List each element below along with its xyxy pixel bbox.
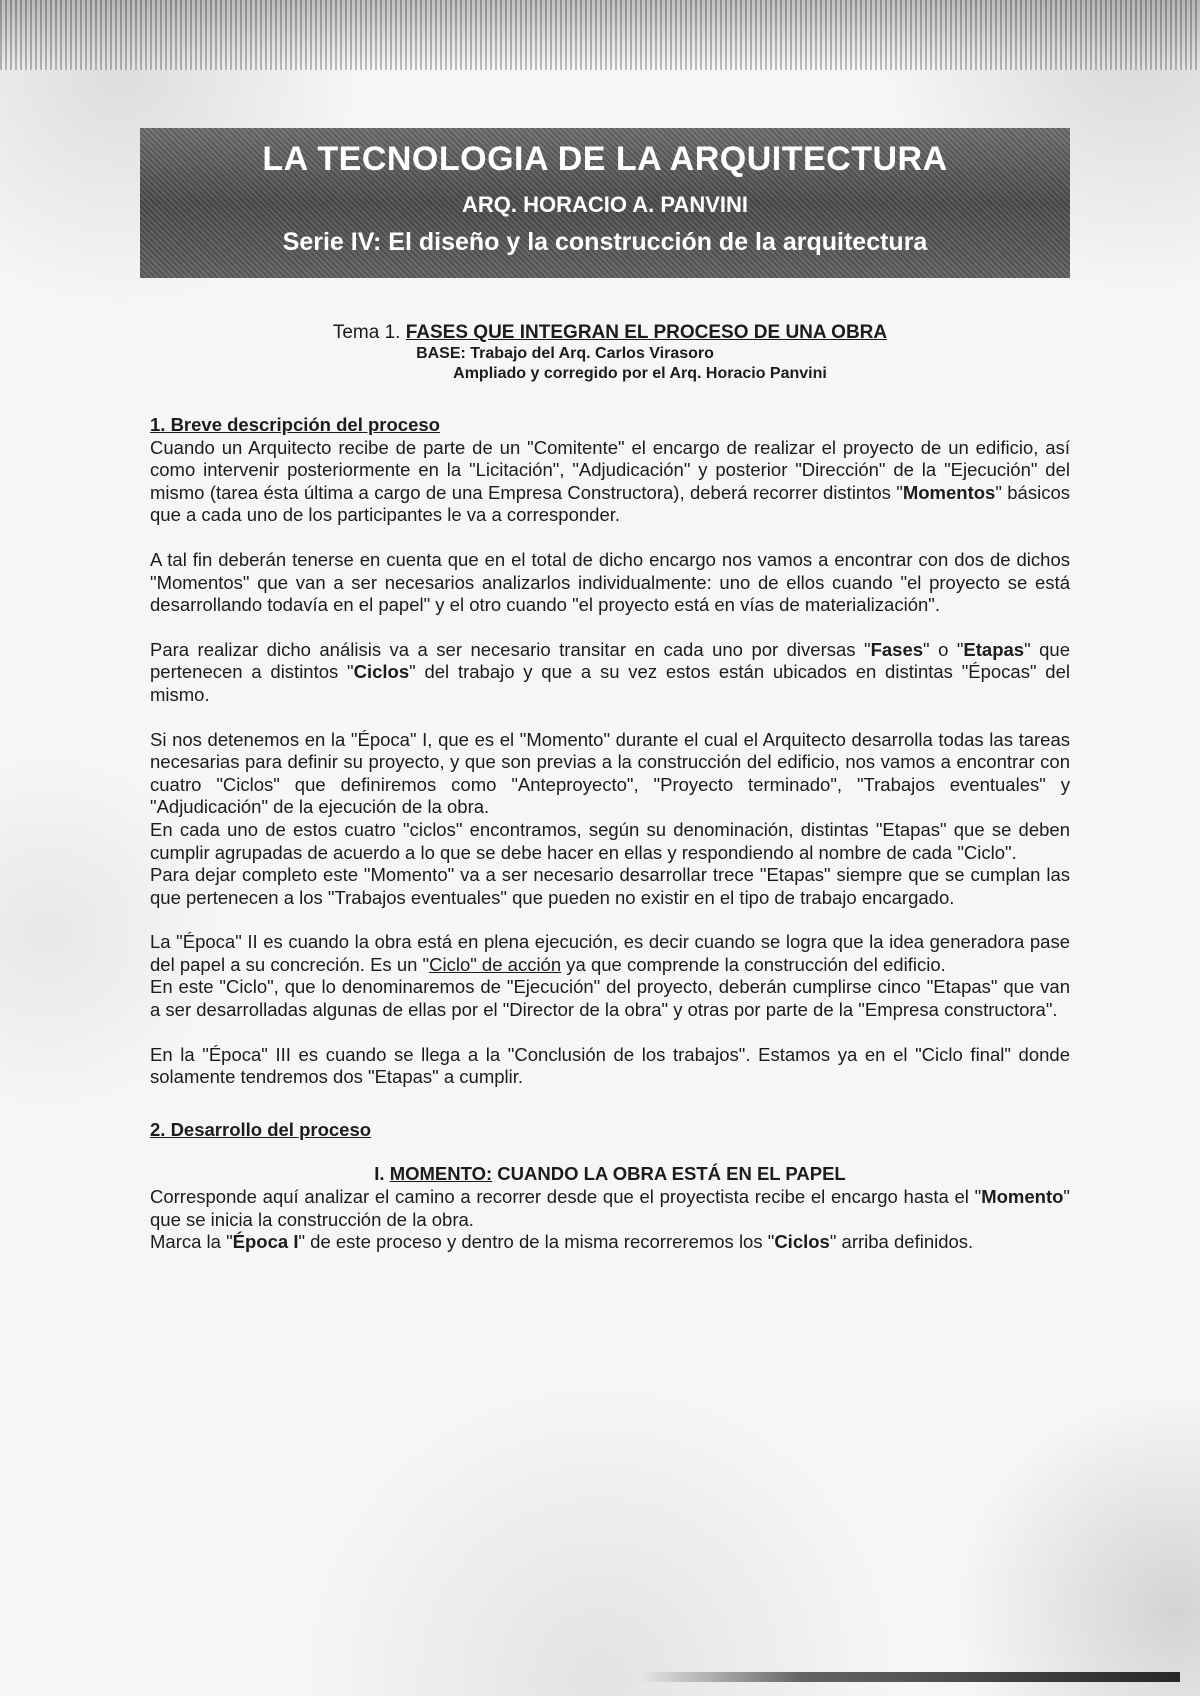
section-2-heading: 2. Desarrollo del proceso [150, 1118, 372, 1140]
paragraph: En cada uno de estos cuatro "ciclos" encontramos, según su denominación, distintas "Etapas" que se deben cumplir agrupadas de acuerdo a lo que se debe hacer en ellas y respondiendo al nombre de cada "Ciclo". [150, 818, 1070, 863]
paragraph: Corresponde aquí analizar el camino a recorrer desde que el proyectista recibe el encargo hasta el "Momento" que se inicia la construcción de la obra. [150, 1186, 1070, 1230]
banner-author: ARQ. HORACIO A. PANVINI [461, 192, 748, 217]
topic-title: FASES QUE INTEGRAN EL PROCESO DE UNA OBRA [405, 322, 888, 343]
revision-credit: Ampliado y corregido por el Arq. Horacio Panvini [453, 365, 827, 382]
banner-series: Serie IV: El diseño y la construcción de la arquitectura [282, 228, 928, 256]
subsection-heading: I. MOMENTO: CUANDO LA OBRA ESTÁ EN EL PAPEL [374, 1163, 846, 1185]
paragraph: Marca la "Época I" de este proceso y dentro de la misma recorreremos los "Ciclos" arriba definidos. [150, 1231, 974, 1253]
scan-shadow-bottom [640, 1672, 1180, 1682]
paragraph: La "Época" II es cuando la obra está en plena ejecución, es decir cuando se logra que la idea generadora pase del papel a su concreción. Es un "Ciclo" de acción ya que comprende la construcción del edificio. [150, 931, 1070, 975]
paragraph: Para dejar completo este "Momento" va a ser necesario desarrollar trece "Etapas" siempre que se cumplan las que pertenecen a los "Trabajos eventuales" que pueden no existir en el tipo de trabajo encargado. [150, 864, 1070, 908]
topic-heading [150, 322, 1070, 344]
paragraph: A tal fin deberán tenerse en cuenta que en el total de dicho encargo nos vamos a encontrar con dos de dichos "Momentos" que van a ser necesarios analizarlos individualmente: uno de ellos cuando "el proyecto se está desarrollando todavía en el papel" y el otro cuando "el proyecto está en vías de materialización". [150, 548, 1070, 616]
title-banner [140, 128, 1070, 278]
document-body [150, 322, 1070, 1254]
paragraph: En este "Ciclo", que lo denominaremos de "Ejecución" del proyecto, deberán cumplirse cinco "Etapas" que van a ser desarrolladas algunas de ellas por el "Director de la obra" y otras por parte de la "Empresa constructora". [150, 976, 1070, 1021]
topic-label: Tema 1. [332, 322, 401, 343]
paragraph: Para realizar dicho análisis va a ser necesario transitar en cada uno por diversas "Fases" o "Etapas" que pertenecen a distintos "Ciclos" del trabajo y que a su vez estos están ubicados en distintas "Épocas" del mismo. [150, 638, 1070, 705]
paragraph: Si nos detenemos en la "Época" I, que es el "Momento" durante el cual el Arquitecto desarrolla todas las tareas necesarias para definir su proyecto, y que son previas a la construcción del edificio, nos vamos a encontrar con cuatro "Ciclos" que definiremos como "Anteproyecto", "Proyecto terminado", "Trabajos eventuales" y "Adjudicación" de la ejecución de la obra. [150, 728, 1070, 818]
paragraph: Cuando un Arquitecto recibe de parte de un "Comitente" el encargo de realizar el proyecto de un edificio, así como intervenir posteriormente en la "Licitación", "Adjudicación" y posterior "Dirección" de la "Ejecución" del mismo (tarea ésta última a cargo de una Empresa Constructora), deberá recorrer distintos "Momentos" básicos que a cada uno de los participantes le va a corresponder. [150, 436, 1070, 526]
section-1-heading: 1. Breve descripción del proceso [150, 414, 440, 435]
paragraph: En la "Época" III es cuando se llega a la "Conclusión de los trabajos". Estamos ya en el "Ciclo final" donde solamente tendremos dos "Etapas" a cumplir. [150, 1043, 1070, 1088]
base-credit: BASE: Trabajo del Arq. Carlos Virasoro [416, 345, 714, 362]
banner-title: LA TECNOLOGIA DE LA ARQUITECTURA [262, 140, 948, 178]
scan-shadow-top [0, 0, 1200, 70]
